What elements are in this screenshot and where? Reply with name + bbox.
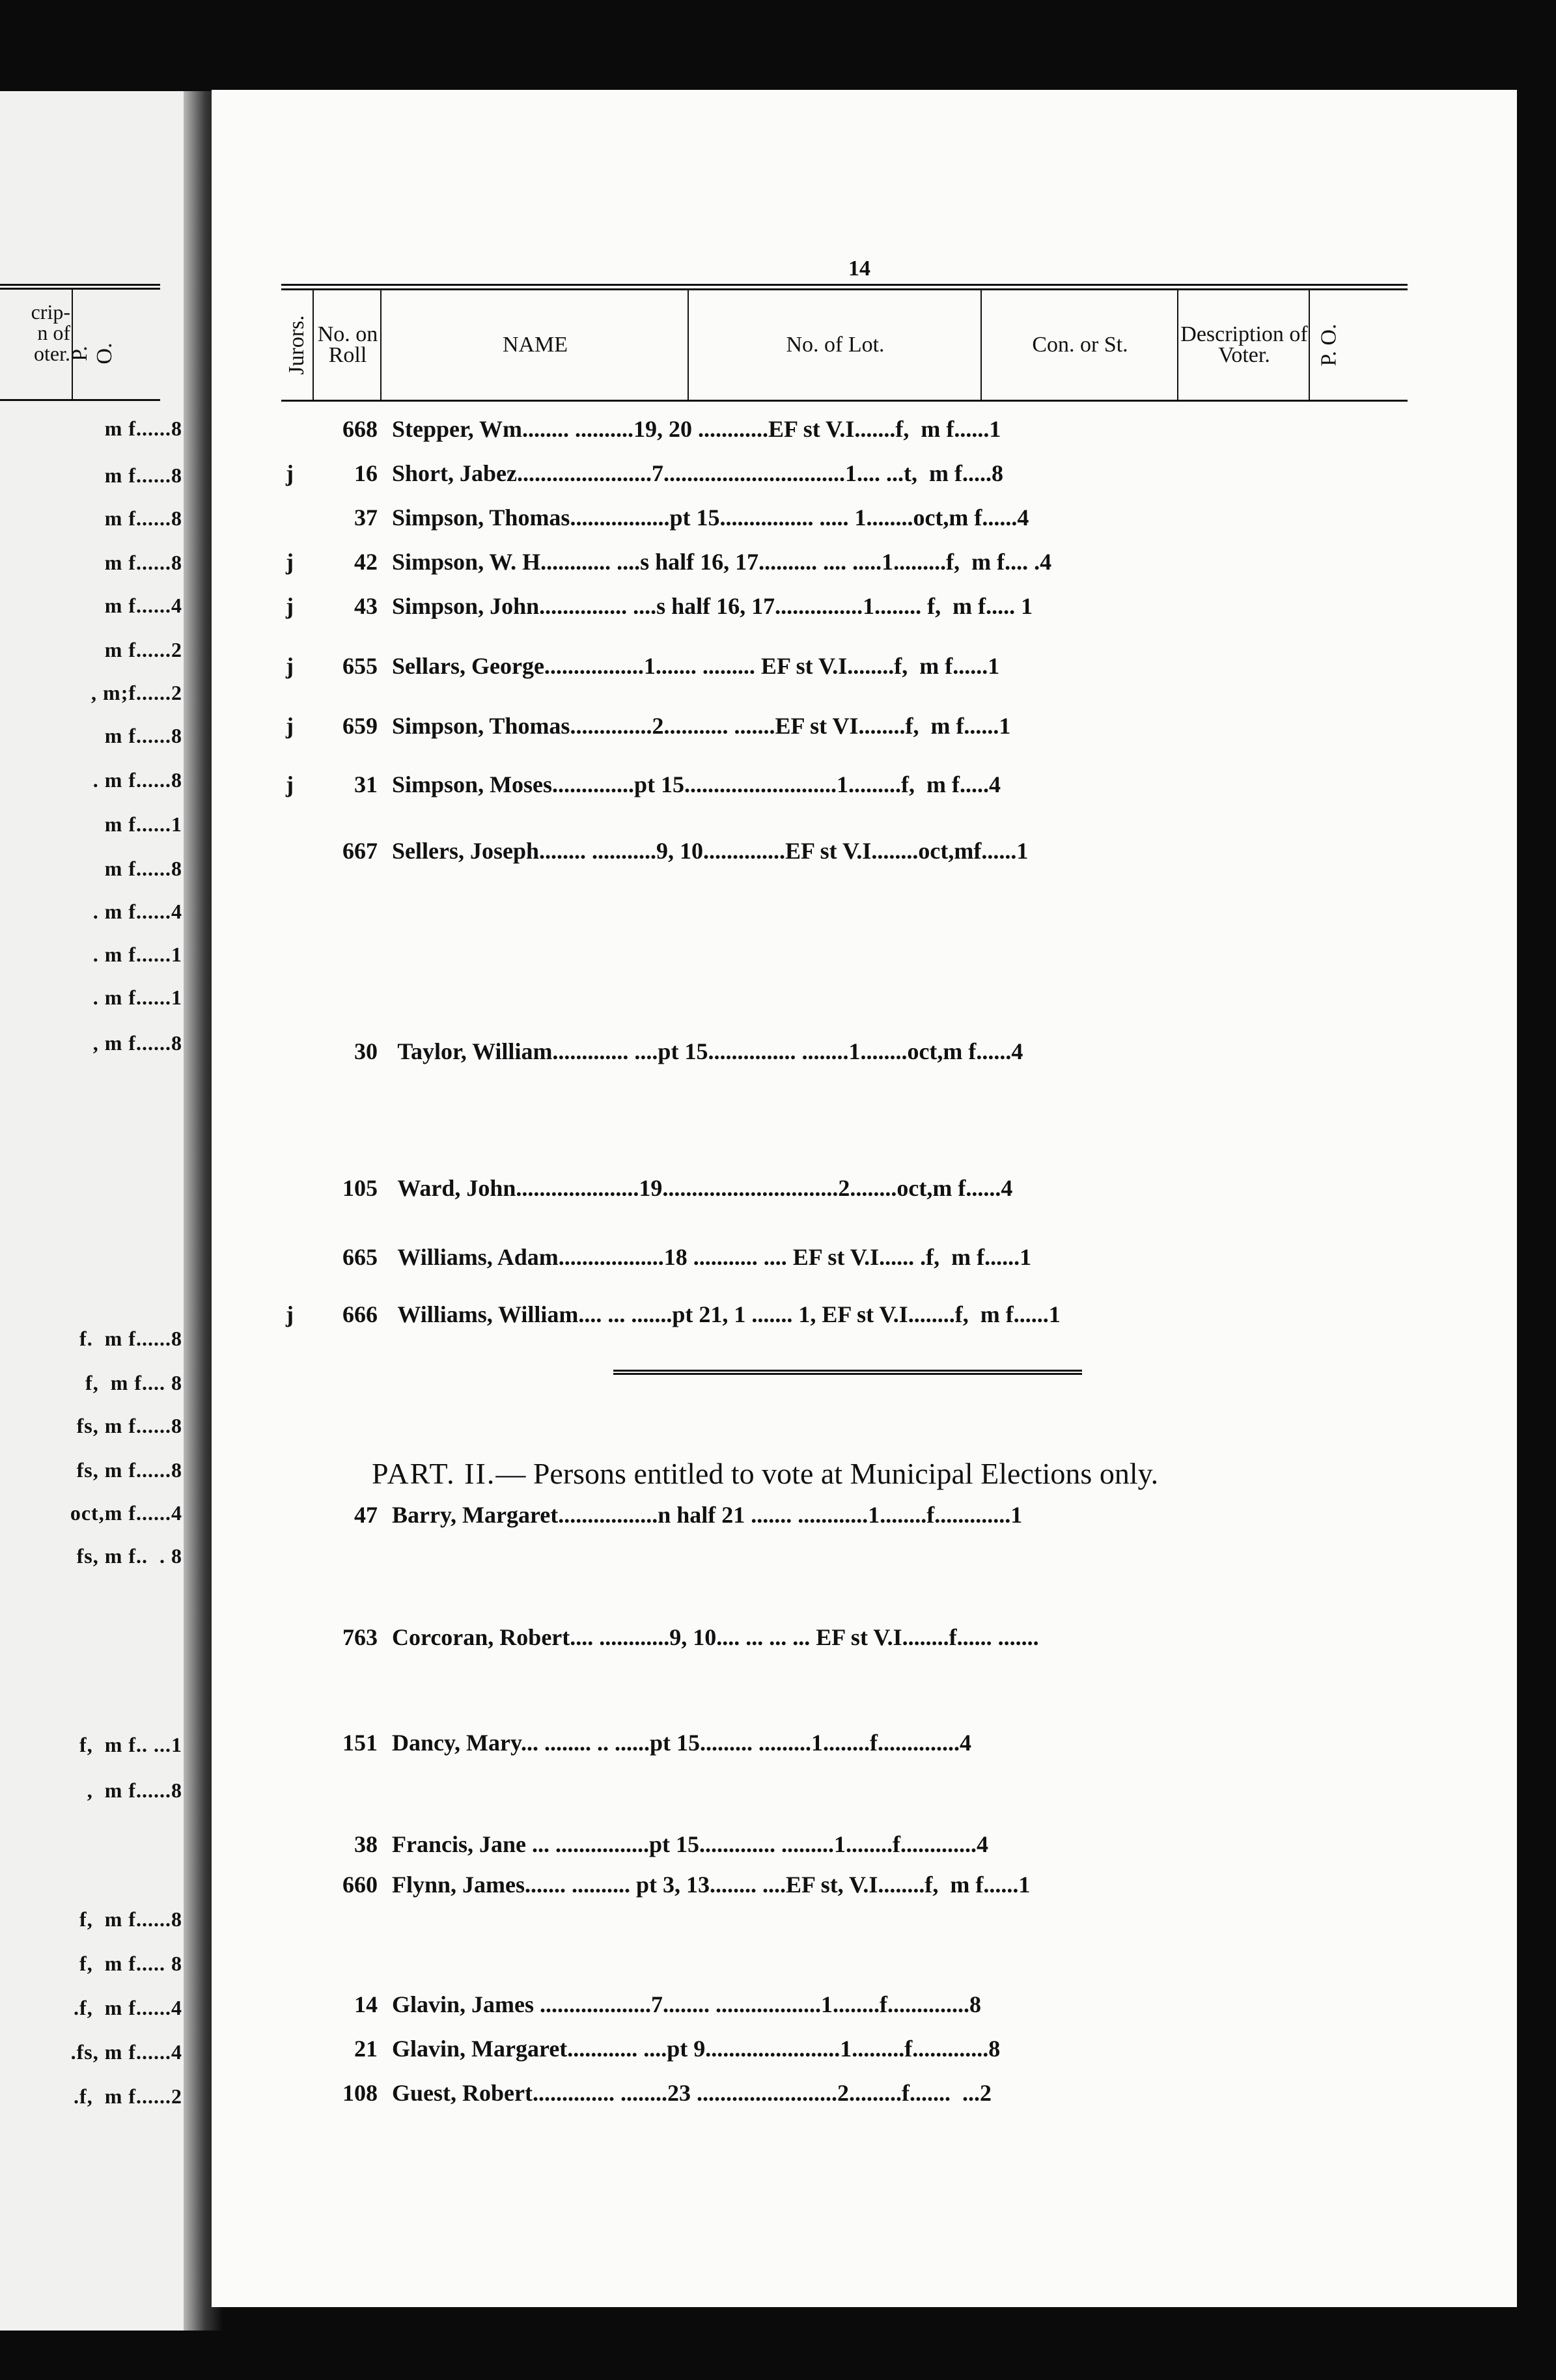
- voter-entry-text: Taylor, William............. ....pt 15............... ........1........oct,m f......4: [392, 1038, 1023, 1064]
- roll-number: 655: [342, 653, 378, 679]
- municipal-voter-row: [0, 1621, 1556, 1654]
- previous-page-row: .f, m f......4: [74, 1996, 182, 2019]
- previous-page-description-header: [0, 301, 70, 364]
- previous-page-row: f, m f.. ...1: [79, 1733, 182, 1756]
- roll-number: 659: [342, 713, 378, 739]
- roll-number: 42: [354, 549, 378, 575]
- no-on-roll-column-header: [313, 290, 382, 400]
- previous-page-row: f, m f.... 8: [85, 1371, 182, 1394]
- voter-entry-text: Simpson, Thomas.................pt 15................ ..... 1........oct,m f......4: [392, 505, 1029, 531]
- juror-mark: j: [286, 1301, 294, 1327]
- previous-page-row: . m f......8: [92, 768, 182, 792]
- roll-number: 47: [354, 1502, 378, 1528]
- previous-page-row: f, m f......8: [79, 1907, 182, 1931]
- description-column-header-text: Description of Voter.: [1180, 322, 1308, 367]
- voter-entry-text: Short, Jabez.......................7...............................1.... ...t, m f.....8: [392, 460, 1003, 486]
- po-column-header: [1309, 290, 1349, 400]
- voter-entry-row: [0, 590, 1556, 622]
- previous-page-row: m f......8: [104, 551, 182, 574]
- voter-entry-text: Corcoran, Robert.... ............9, 10.... ... ... ... EF st V.I........f...... .......: [392, 1624, 1039, 1650]
- roll-number: 667: [342, 838, 378, 864]
- roll-number: 21: [354, 2036, 378, 2062]
- previous-page-row: m f......8: [104, 506, 182, 530]
- previous-page-row: , m;f......2: [91, 681, 182, 704]
- roll-number: 38: [354, 1831, 378, 1857]
- previous-page-row: , m f......8: [92, 1031, 182, 1055]
- previous-page-row: fs, m f.. . 8: [76, 1544, 182, 1568]
- previous-page-row: m f......8: [104, 857, 182, 880]
- roll-number: 14: [354, 1991, 378, 2017]
- con-column-header-text: Con. or St.: [1032, 333, 1128, 357]
- municipal-voter-row: [0, 1828, 1556, 1861]
- previous-page-po-header-text: P. O.: [68, 342, 117, 365]
- juror-mark: j: [286, 460, 294, 486]
- municipal-voter-row: [0, 1726, 1556, 1759]
- juror-mark: j: [286, 593, 294, 619]
- roll-number: 108: [342, 2080, 378, 2106]
- voter-entry-text: Dancy, Mary... ........ .. ......pt 15......... .........1........f..............4: [392, 1730, 971, 1756]
- section-divider: [613, 1370, 1082, 1375]
- voter-entry-text: Guest, Robert.............. ........23 ........................2.........f....... ...2: [392, 2080, 992, 2106]
- previous-page-row: m f......4: [104, 594, 182, 617]
- previous-page-header: [0, 284, 160, 401]
- previous-page-row: .f, m f......2: [74, 2084, 182, 2108]
- voter-entry-text: Sellers, Joseph........ ...........9, 10..............EF st V.I........oct,mf......1: [392, 838, 1029, 864]
- voter-entry-text: Ward, John.....................19..............................2........oct,m f......4: [392, 1175, 1013, 1201]
- voter-entry-row: [0, 413, 1556, 445]
- previous-page-row: fs, m f......8: [76, 1458, 182, 1482]
- previous-page-row: m f......2: [104, 638, 182, 661]
- juror-mark: j: [286, 713, 294, 739]
- description-column-header: [1177, 290, 1310, 400]
- voter-entry-text: Simpson, John............... ....s half 16, 17...............1........ f, m f..... 1: [392, 593, 1033, 619]
- voter-entry-text: Stepper, Wm........ ..........19, 20 ............EF st V.I.......f, m f......1: [392, 416, 1001, 442]
- previous-page-row: . m f......1: [92, 986, 182, 1009]
- part-two-label: PART. II.: [372, 1457, 496, 1490]
- previous-page-row: , m f......8: [87, 1778, 182, 1802]
- page-number: 14: [848, 256, 870, 281]
- roll-number: 763: [342, 1624, 378, 1650]
- voter-entry-row: [0, 1241, 1556, 1273]
- lot-column-header-text: No. of Lot.: [786, 333, 885, 357]
- municipal-voter-row: [0, 1868, 1556, 1901]
- previous-page-row: oct,m f......4: [70, 1501, 182, 1525]
- voter-entry-row: [0, 1172, 1556, 1204]
- part-two-heading: [357, 1411, 1346, 1495]
- roll-number: 30: [354, 1038, 378, 1064]
- previous-page-row: .fs, m f......4: [70, 2040, 182, 2064]
- previous-page-row: f, m f..... 8: [79, 1952, 182, 1975]
- voter-entry-text: Glavin, Margaret............ ....pt 9.......................1.........f.............8: [392, 2036, 1001, 2062]
- voter-entry-text: Francis, Jane ... ................pt 15............. .........1........f.............4: [392, 1831, 988, 1857]
- lot-column-header: [688, 290, 982, 400]
- roll-number: 151: [342, 1730, 378, 1756]
- previous-page-row: fs, m f......8: [76, 1414, 182, 1437]
- roll-number: 660: [342, 1872, 378, 1898]
- roll-number: 16: [354, 460, 378, 486]
- roll-number: 37: [354, 505, 378, 531]
- roll-number: 665: [342, 1244, 378, 1270]
- roll-number: 105: [342, 1175, 378, 1201]
- name-column-header-text: NAME: [502, 333, 568, 357]
- previous-page-row: . m f......1: [92, 943, 182, 966]
- po-column-header-text: P. O.: [1317, 324, 1342, 367]
- voter-entry-text: Williams, William.... ... .......pt 21, 1 ....... 1, EF st V.I........f, m f......1: [392, 1301, 1061, 1327]
- voter-entry-text: Williams, Adam..................18 ........... .... EF st V.I...... .f, m f......1: [392, 1244, 1032, 1270]
- previous-page-row: f. m f......8: [79, 1327, 182, 1350]
- no-on-roll-column-header-text: No. on Roll: [317, 322, 378, 367]
- voter-entry-row: [0, 768, 1556, 801]
- voter-entry-row: [0, 546, 1556, 578]
- municipal-voter-row: [0, 2077, 1556, 2109]
- jurors-column-header-text: Jurors.: [285, 315, 309, 375]
- voter-entry-row: [0, 710, 1556, 742]
- voter-entry-row: [0, 835, 1556, 867]
- previous-page-po-header: [68, 290, 117, 399]
- roll-number: 668: [342, 416, 378, 442]
- con-column-header: [980, 290, 1178, 400]
- voter-entry-row: [0, 501, 1556, 534]
- name-column-header: [380, 290, 689, 400]
- voter-entry-text: Flynn, James....... .......... pt 3, 13........ ....EF st, V.I........f, m f......1: [392, 1872, 1031, 1898]
- roll-number: 43: [354, 593, 378, 619]
- previous-page-row: m f......8: [104, 464, 182, 487]
- municipal-voter-row: [0, 1499, 1556, 1531]
- juror-mark: j: [286, 771, 294, 797]
- previous-page-row: . m f......4: [92, 900, 182, 923]
- previous-page-row: m f......8: [104, 724, 182, 747]
- part-two-title: — Persons entitled to vote at Municipal Elections only.: [495, 1457, 1159, 1490]
- voter-entry-row: [0, 1035, 1556, 1068]
- voter-entry-text: Barry, Margaret.................n half 21 ....... ............1........f.............1: [392, 1502, 1023, 1528]
- voter-entry-text: Simpson, Moses..............pt 15..........................1.........f, m f.....4: [392, 771, 1001, 797]
- municipal-voter-row: [0, 2032, 1556, 2065]
- juror-mark: j: [286, 653, 294, 679]
- table-header: [281, 284, 1408, 402]
- juror-mark: j: [286, 549, 294, 575]
- previous-page-row: m f......8: [104, 417, 182, 440]
- voter-entry-row: [0, 457, 1556, 490]
- roll-number: 666: [342, 1301, 378, 1327]
- voter-entry-row: [0, 650, 1556, 682]
- voter-entry-text: Glavin, James ...................7........ ..................1........f..............8: [392, 1991, 981, 2017]
- previous-page-row: m f......1: [104, 812, 182, 836]
- voter-entry-text: Simpson, W. H............ ....s half 16, 17.......... .... .....1.........f, m f.... .4: [392, 549, 1052, 575]
- voter-entry-text: Sellars, George.................1....... ......... EF st V.I........f, m f......1: [392, 653, 1000, 679]
- previous-page-description-header-text: crip- n of oter.: [31, 300, 70, 365]
- roll-number: 31: [354, 771, 378, 797]
- voter-entry-text: Simpson, Thomas..............2........... .......EF st VI........f, m f......1: [392, 713, 1011, 739]
- voter-entry-row: [0, 1298, 1556, 1331]
- jurors-column-header: [281, 290, 313, 400]
- municipal-voter-row: [0, 1988, 1556, 2021]
